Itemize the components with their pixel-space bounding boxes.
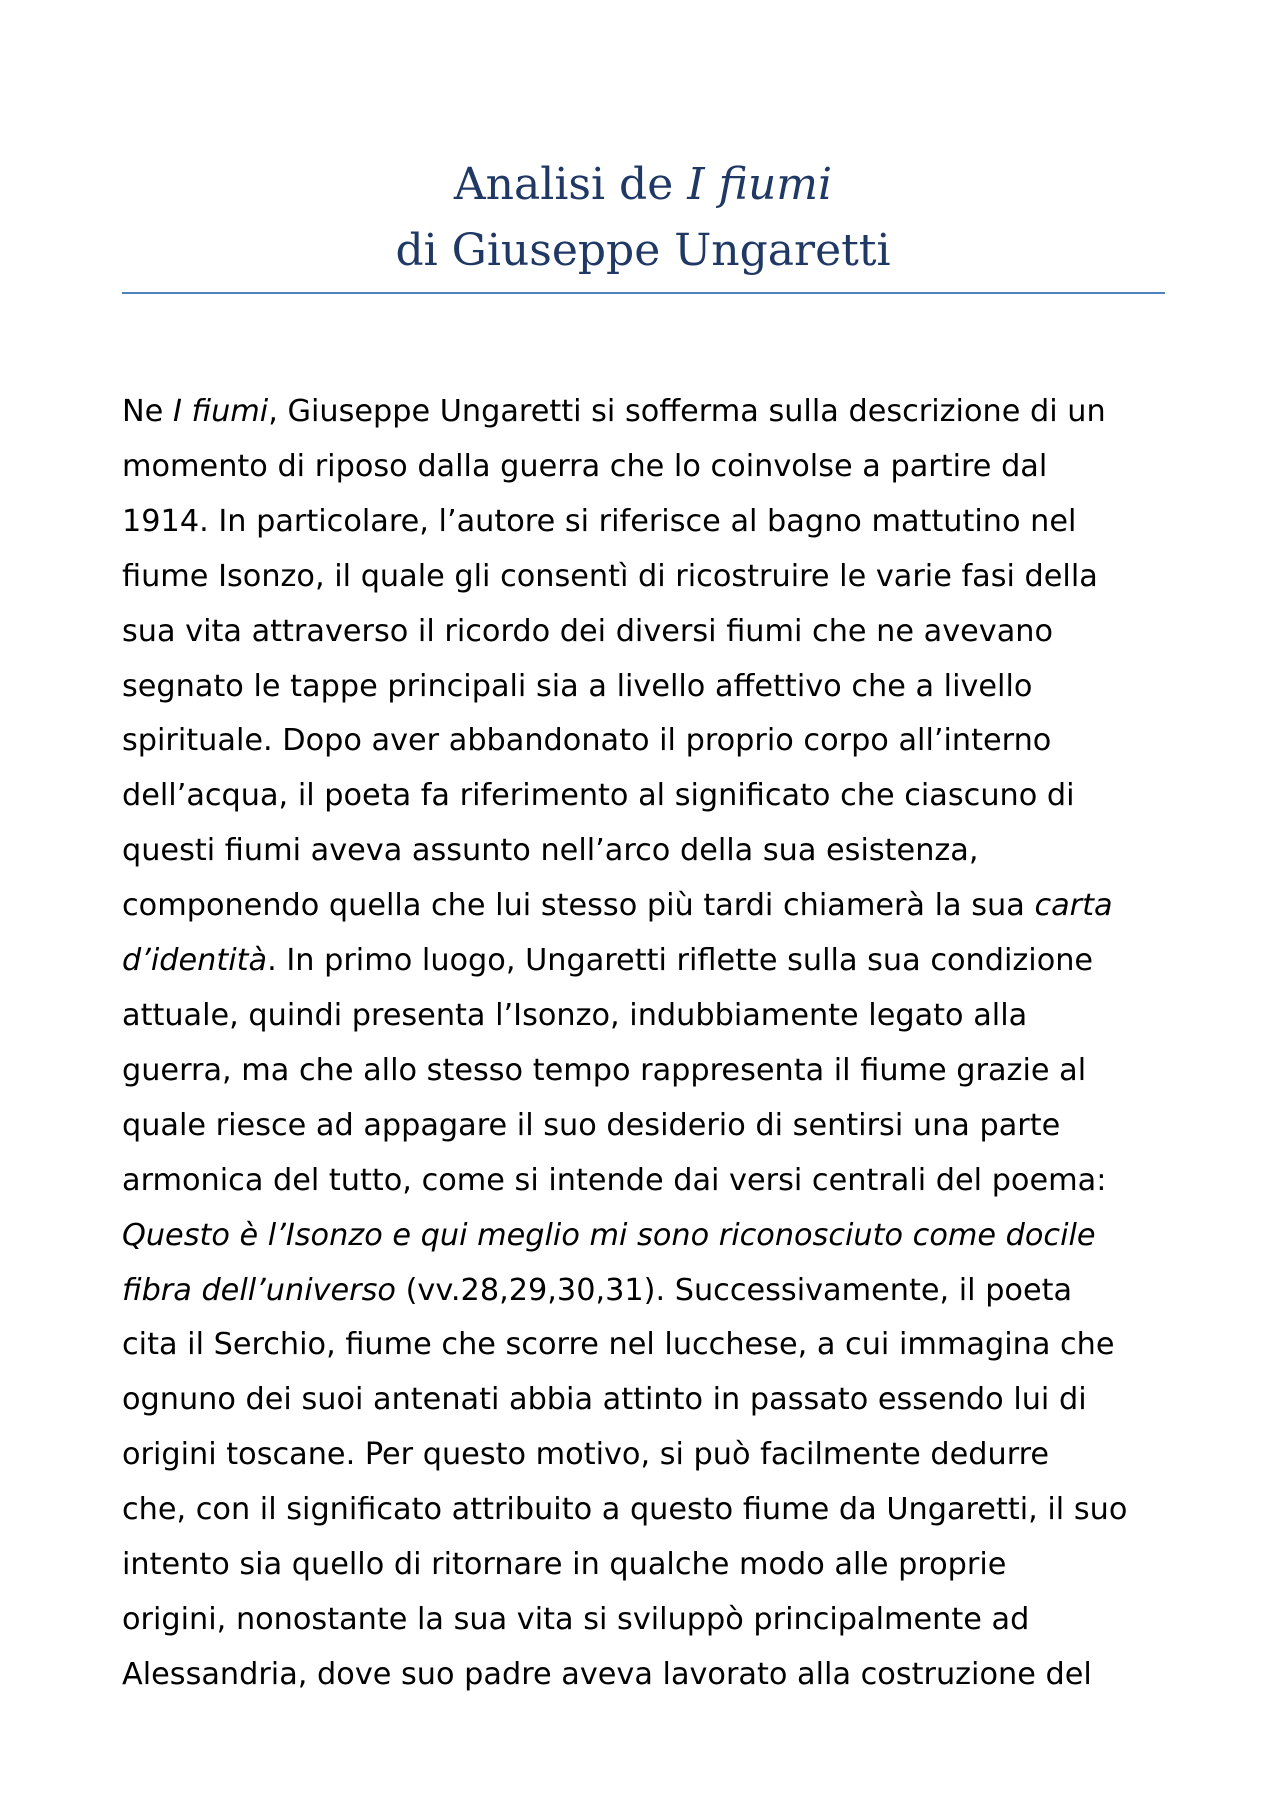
text-run: che, con il significato attribuito a questo fiume da Ungaretti, il suo (122, 1492, 1128, 1528)
text-run: momento di riposo dalla guerra che lo coinvolse a partire dal (122, 448, 1048, 484)
paragraph-line (122, 550, 1182, 605)
text-run: origini, nonostante la sua vita si sviluppò principalmente ad (122, 1601, 1030, 1637)
italic-text: d’identità (122, 943, 268, 979)
paragraph-line (122, 879, 1182, 934)
text-run: guerra, ma che allo stesso tempo rappresenta il fiume grazie al (122, 1052, 1087, 1088)
text-run: Alessandria, dove suo padre aveva lavorato alla costruzione del (122, 1656, 1092, 1692)
italic-text: carta (1034, 888, 1113, 924)
paragraph-line (122, 1264, 1182, 1319)
text-run: Ne (122, 394, 173, 429)
paragraph-line (122, 824, 1182, 879)
text-run: 1914. In particolare, l’autore si riferisce al bagno mattutino nel (122, 503, 1077, 539)
paragraph-line (122, 440, 1182, 495)
italic-text: I fiumi (172, 394, 269, 429)
paragraph-line (122, 1318, 1182, 1373)
text-run: sua vita attraverso il ricordo dei diversi fiumi che ne avevano (122, 613, 1054, 649)
text-run: origini toscane. Per questo motivo, si può facilmente dedurre (122, 1437, 1050, 1473)
text-run: (vv.28,29,30,31). Successivamente, il poeta (395, 1272, 1073, 1308)
text-run: . In primo luogo, Ungaretti riflette sulla sua condizione (267, 943, 1094, 979)
text-run: cita il Serchio, fiume che scorre nel lucchese, a cui immagina che (122, 1327, 1115, 1363)
text-run: dell’acqua, il poeta fa riferimento al significato che ciascuno di (122, 778, 1075, 814)
body-paragraph (122, 385, 1182, 1703)
title-line-2: di Giuseppe Ungaretti (395, 225, 891, 276)
paragraph-line (122, 1209, 1182, 1264)
text-run: segnato le tappe principali sia a livello affettivo che a livello (122, 668, 1033, 704)
text-run: questi fiumi aveva assunto nell’arco della sua esistenza, (122, 833, 979, 869)
paragraph-line (122, 1099, 1182, 1154)
paragraph-line (122, 605, 1182, 660)
text-run: componendo quella che lui stesso più tardi chiamerà la sua (122, 888, 1035, 924)
title-underline-rule (122, 292, 1165, 294)
text-run: ognuno dei suoi antenati abbia attinto in passato essendo lui di (122, 1382, 1087, 1418)
paragraph-line (122, 934, 1182, 989)
paragraph-line (122, 1648, 1182, 1703)
paragraph-line (122, 1538, 1182, 1593)
paragraph-line (122, 660, 1182, 715)
italic-text: Questo è l’Isonzo e qui meglio mi sono riconosciuto come docile (122, 1217, 1096, 1253)
paragraph-line (122, 1593, 1182, 1648)
text-run: fiume Isonzo, il quale gli consentì di ricostruire le varie fasi della (122, 558, 1098, 594)
document-title (122, 152, 1164, 284)
text-run: attuale, quindi presenta l’Isonzo, indubbiamente legato alla (122, 997, 1028, 1033)
text-run: quale riesce ad appagare il suo desiderio di sentirsi una parte (122, 1107, 1061, 1143)
paragraph-line (122, 714, 1182, 769)
paragraph-line (122, 1428, 1182, 1483)
paragraph-line (122, 1373, 1182, 1428)
paragraph-line (122, 1044, 1182, 1099)
paragraph-line (122, 1483, 1182, 1538)
title-prefix: Analisi de (453, 159, 688, 210)
text-run: spirituale. Dopo aver abbandonato il proprio corpo all’interno (122, 723, 1052, 759)
text-run: , Giuseppe Ungaretti si sofferma sulla descrizione di un (268, 394, 1106, 429)
text-run: armonica del tutto, come si intende dai versi centrali del poema: (122, 1162, 1107, 1198)
title-italic: I fiumi (687, 159, 833, 210)
italic-text: fibra dell’universo (122, 1272, 396, 1308)
title-line-1 (122, 152, 1164, 218)
paragraph-line (122, 1154, 1182, 1209)
paragraph-line (122, 495, 1182, 550)
paragraph-line (122, 385, 1182, 440)
paragraph-line (122, 989, 1182, 1044)
text-run: intento sia quello di ritornare in qualche modo alle proprie (122, 1547, 1007, 1583)
paragraph-line (122, 769, 1182, 824)
